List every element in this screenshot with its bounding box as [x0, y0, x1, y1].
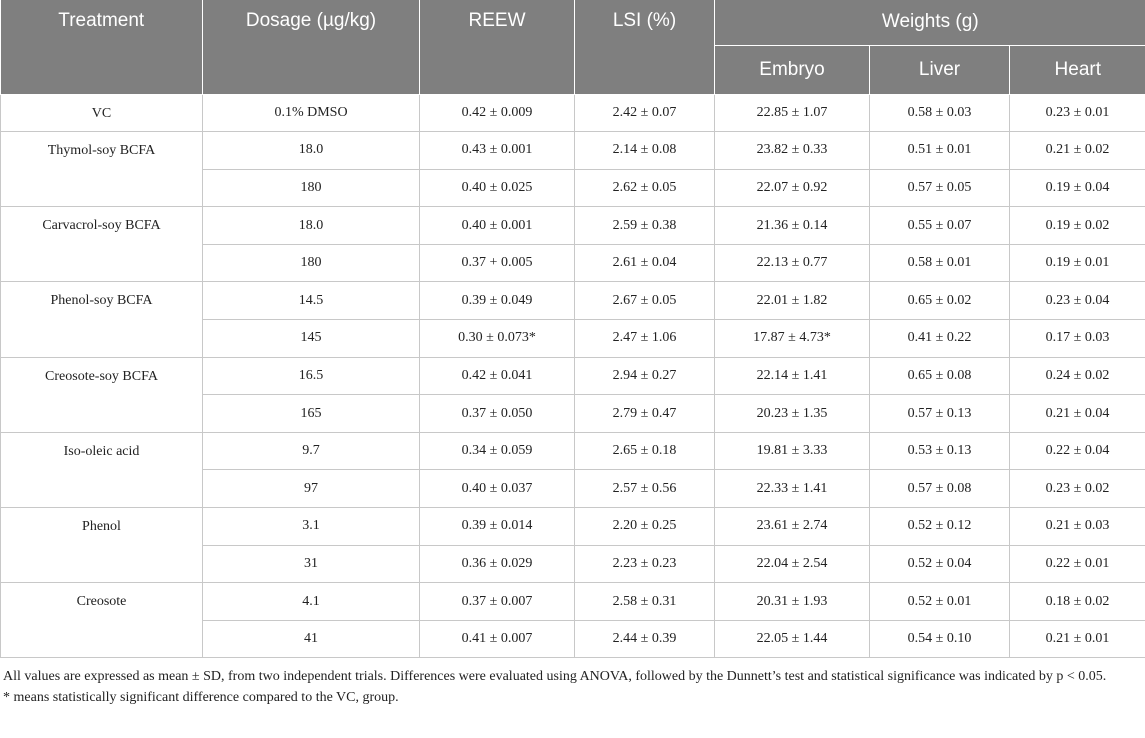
liver-cell: 0.53 ± 0.13 — [870, 432, 1010, 470]
liver-cell: 0.54 ± 0.10 — [870, 620, 1010, 658]
reew-cell: 0.37 + 0.005 — [420, 244, 575, 282]
embryo-cell: 20.31 ± 1.93 — [715, 583, 870, 621]
embryo-cell: 22.04 ± 2.54 — [715, 545, 870, 583]
embryo-cell: 22.05 ± 1.44 — [715, 620, 870, 658]
dosage-cell: 41 — [203, 620, 420, 658]
heart-cell: 0.23 ± 0.01 — [1010, 94, 1145, 132]
heart-cell: 0.24 ± 0.02 — [1010, 357, 1145, 395]
heart-cell: 0.19 ± 0.04 — [1010, 169, 1145, 207]
reew-cell: 0.39 ± 0.014 — [420, 508, 575, 546]
lsi-cell: 2.58 ± 0.31 — [575, 583, 715, 621]
embryo-cell: 23.61 ± 2.74 — [715, 508, 870, 546]
treatment-cell: Creosote — [1, 583, 203, 658]
embryo-cell: 22.33 ± 1.41 — [715, 470, 870, 508]
lsi-cell: 2.94 ± 0.27 — [575, 357, 715, 395]
heart-cell: 0.21 ± 0.03 — [1010, 508, 1145, 546]
heart-cell: 0.22 ± 0.01 — [1010, 545, 1145, 583]
lsi-cell: 2.57 ± 0.56 — [575, 470, 715, 508]
reew-cell: 0.40 ± 0.001 — [420, 207, 575, 245]
embryo-cell: 23.82 ± 0.33 — [715, 132, 870, 170]
dosage-cell: 4.1 — [203, 583, 420, 621]
table-row — [1, 94, 1145, 132]
reew-cell: 0.37 ± 0.050 — [420, 395, 575, 433]
dosage-cell: 165 — [203, 395, 420, 433]
embryo-cell: 22.01 ± 1.82 — [715, 282, 870, 320]
heart-cell: 0.17 ± 0.03 — [1010, 320, 1145, 358]
dosage-cell: 14.5 — [203, 282, 420, 320]
liver-cell: 0.52 ± 0.01 — [870, 583, 1010, 621]
lsi-cell: 2.20 ± 0.25 — [575, 508, 715, 546]
treatment-cell: Creosote-soy BCFA — [1, 357, 203, 432]
reew-cell: 0.36 ± 0.029 — [420, 545, 575, 583]
table-row — [1, 207, 1145, 245]
liver-cell: 0.57 ± 0.08 — [870, 470, 1010, 508]
heart-cell: 0.21 ± 0.02 — [1010, 132, 1145, 170]
lsi-cell: 2.47 ± 1.06 — [575, 320, 715, 358]
table-row — [1, 432, 1145, 470]
treatment-cell: Phenol-soy BCFA — [1, 282, 203, 357]
footnote-significance: * means statistically significant difference compared to the VC, group. — [3, 690, 399, 706]
liver-cell: 0.52 ± 0.12 — [870, 508, 1010, 546]
table-row — [1, 282, 1145, 320]
liver-cell: 0.57 ± 0.05 — [870, 169, 1010, 207]
liver-cell: 0.57 ± 0.13 — [870, 395, 1010, 433]
heart-cell: 0.19 ± 0.01 — [1010, 244, 1145, 282]
treatment-cell: VC — [1, 94, 203, 132]
liver-cell: 0.41 ± 0.22 — [870, 320, 1010, 358]
embryo-cell: 22.07 ± 0.92 — [715, 169, 870, 207]
embryo-cell: 22.85 ± 1.07 — [715, 94, 870, 132]
dosage-cell: 18.0 — [203, 207, 420, 245]
reew-cell: 0.30 ± 0.073* — [420, 320, 575, 358]
reew-cell: 0.43 ± 0.001 — [420, 132, 575, 170]
embryo-cell: 17.87 ± 4.73* — [715, 320, 870, 358]
heart-cell: 0.21 ± 0.01 — [1010, 620, 1145, 658]
table-body — [1, 94, 1145, 658]
liver-cell: 0.58 ± 0.03 — [870, 94, 1010, 132]
dosage-cell: 145 — [203, 320, 420, 358]
lsi-cell: 2.42 ± 0.07 — [575, 94, 715, 132]
lsi-cell: 2.44 ± 0.39 — [575, 620, 715, 658]
dosage-cell: 16.5 — [203, 357, 420, 395]
table-row — [1, 508, 1145, 546]
dosage-cell: 180 — [203, 244, 420, 282]
col-header-heart: Heart — [1010, 45, 1145, 94]
lsi-cell: 2.14 ± 0.08 — [575, 132, 715, 170]
table-row — [1, 583, 1145, 621]
heart-cell: 0.23 ± 0.02 — [1010, 470, 1145, 508]
table-header — [1, 0, 1145, 94]
lsi-cell: 2.61 ± 0.04 — [575, 244, 715, 282]
col-header-treatment: Treatment — [1, 0, 203, 94]
embryo-cell: 21.36 ± 0.14 — [715, 207, 870, 245]
reew-cell: 0.40 ± 0.037 — [420, 470, 575, 508]
reew-cell: 0.34 ± 0.059 — [420, 432, 575, 470]
liver-cell: 0.58 ± 0.01 — [870, 244, 1010, 282]
treatment-cell: Phenol — [1, 508, 203, 583]
col-header-embryo: Embryo — [715, 45, 870, 94]
heart-cell: 0.18 ± 0.02 — [1010, 583, 1145, 621]
dosage-cell: 31 — [203, 545, 420, 583]
col-header-reew: REEW — [420, 0, 575, 94]
lsi-cell: 2.62 ± 0.05 — [575, 169, 715, 207]
liver-cell: 0.65 ± 0.02 — [870, 282, 1010, 320]
dosage-cell: 180 — [203, 169, 420, 207]
dosage-cell: 0.1% DMSO — [203, 94, 420, 132]
embryo-cell: 22.14 ± 1.41 — [715, 357, 870, 395]
dosage-cell: 18.0 — [203, 132, 420, 170]
reew-cell: 0.40 ± 0.025 — [420, 169, 575, 207]
heart-cell: 0.21 ± 0.04 — [1010, 395, 1145, 433]
heart-cell: 0.19 ± 0.02 — [1010, 207, 1145, 245]
reew-cell: 0.39 ± 0.049 — [420, 282, 575, 320]
heart-cell: 0.23 ± 0.04 — [1010, 282, 1145, 320]
dosage-cell: 3.1 — [203, 508, 420, 546]
treatment-cell: Carvacrol-soy BCFA — [1, 207, 203, 282]
reew-cell: 0.42 ± 0.041 — [420, 357, 575, 395]
reew-cell: 0.37 ± 0.007 — [420, 583, 575, 621]
liver-cell: 0.52 ± 0.04 — [870, 545, 1010, 583]
col-header-liver: Liver — [870, 45, 1010, 94]
embryo-cell: 22.13 ± 0.77 — [715, 244, 870, 282]
dosage-cell: 97 — [203, 470, 420, 508]
liver-cell: 0.55 ± 0.07 — [870, 207, 1010, 245]
table-row — [1, 357, 1145, 395]
heart-cell: 0.22 ± 0.04 — [1010, 432, 1145, 470]
liver-cell: 0.65 ± 0.08 — [870, 357, 1010, 395]
treatment-cell: Thymol-soy BCFA — [1, 132, 203, 207]
lsi-cell: 2.23 ± 0.23 — [575, 545, 715, 583]
embryo-cell: 20.23 ± 1.35 — [715, 395, 870, 433]
treatment-cell: Iso-oleic acid — [1, 432, 203, 507]
lsi-cell: 2.79 ± 0.47 — [575, 395, 715, 433]
table-row — [1, 132, 1145, 170]
liver-cell: 0.51 ± 0.01 — [870, 132, 1010, 170]
reew-cell: 0.42 ± 0.009 — [420, 94, 575, 132]
col-header-lsi: LSI (%) — [575, 0, 715, 94]
footnote-methods: All values are expressed as mean ± SD, from two independent trials. Differences were evaluated using ANOVA, followed by the Dunnett’s test and statistical significance was indicated by p < 0.05. — [3, 669, 1107, 685]
lsi-cell: 2.65 ± 0.18 — [575, 432, 715, 470]
embryo-cell: 19.81 ± 3.33 — [715, 432, 870, 470]
lsi-cell: 2.67 ± 0.05 — [575, 282, 715, 320]
reew-cell: 0.41 ± 0.007 — [420, 620, 575, 658]
col-header-dosage: Dosage (µg/kg) — [203, 0, 420, 94]
dosage-cell: 9.7 — [203, 432, 420, 470]
table-footnotes — [0, 658, 1145, 707]
col-group-weights: Weights (g) — [715, 0, 1145, 45]
lsi-cell: 2.59 ± 0.38 — [575, 207, 715, 245]
